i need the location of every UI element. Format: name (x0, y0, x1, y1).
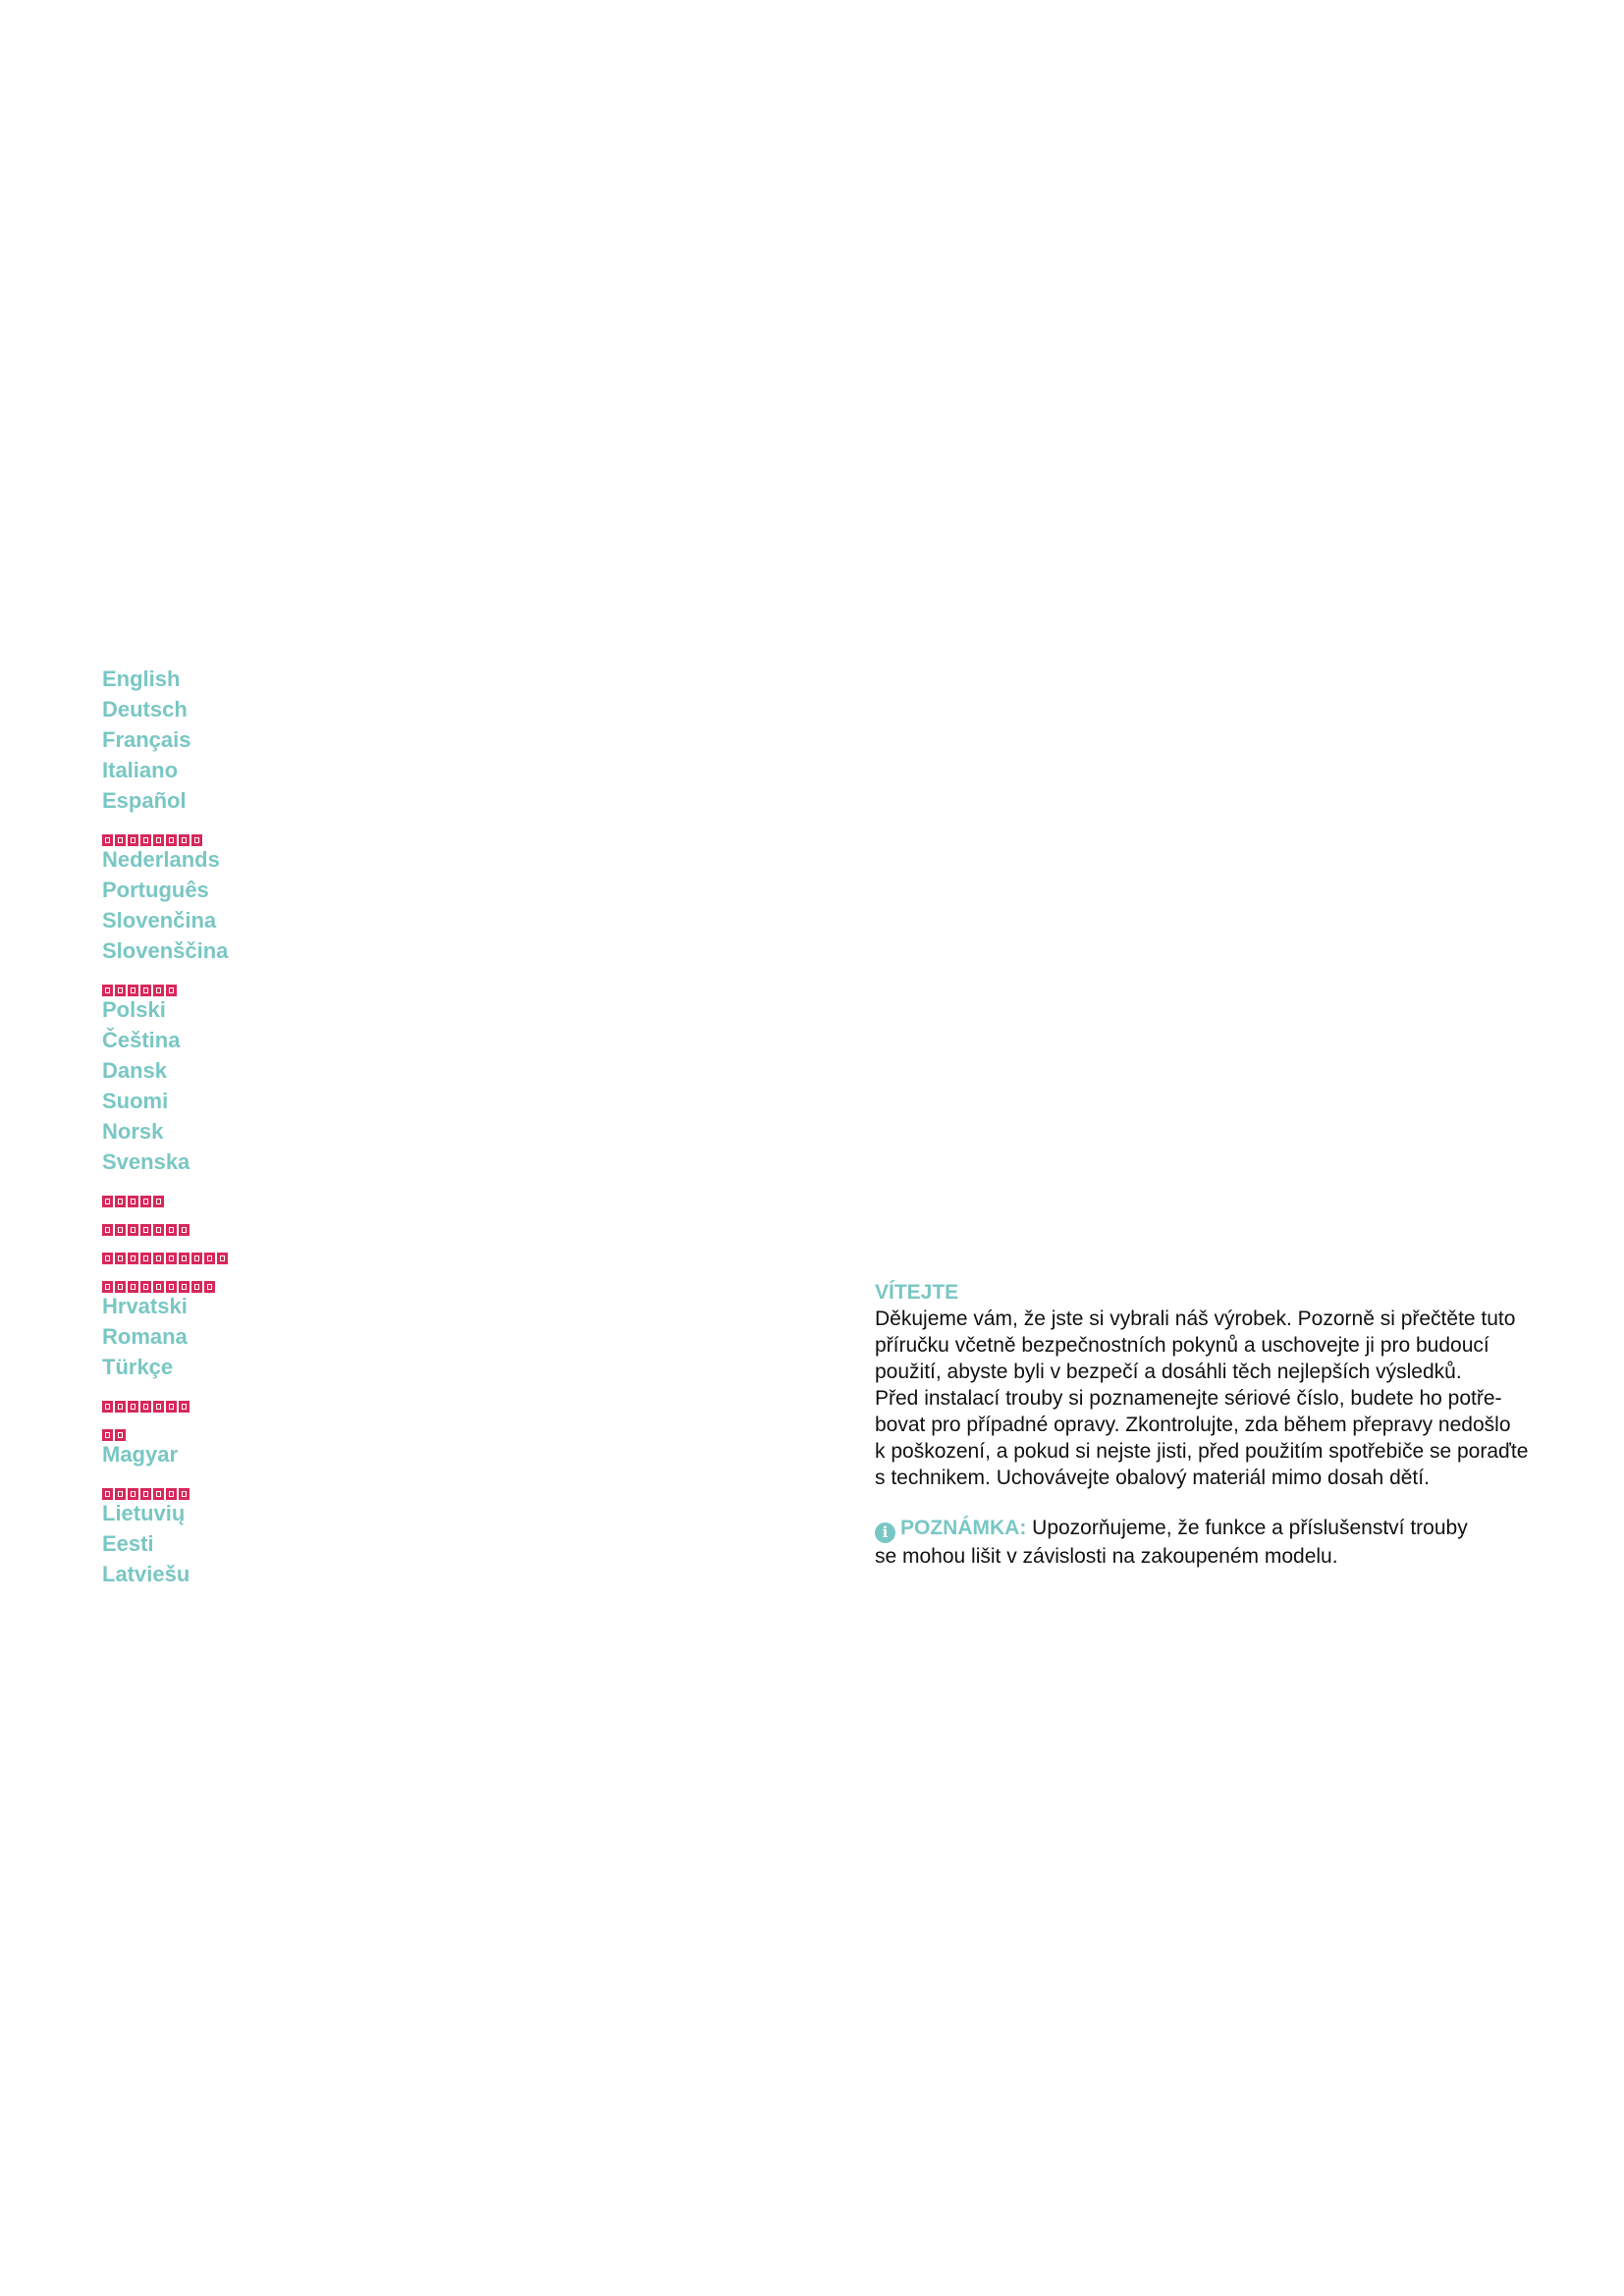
note-line-1 (875, 1515, 1543, 1543)
missing-glyph-box (115, 1488, 126, 1500)
info-icon: i (875, 1522, 895, 1543)
missing-glyph-box (140, 985, 151, 996)
language-link-slovenčina[interactable]: Slovenčina (102, 908, 217, 933)
missing-glyph-box (115, 1281, 126, 1293)
missing-glyph-box (153, 834, 164, 846)
language-link-deutsch[interactable]: Deutsch (102, 697, 188, 721)
missing-glyph-box (179, 1253, 189, 1264)
language-link-türkçe[interactable]: Türkçe (102, 1355, 174, 1379)
language-link-unrendered[interactable] (102, 1469, 230, 1498)
welcome-body (875, 1306, 1543, 1491)
missing-glyph-box (102, 834, 113, 846)
missing-glyph-box (128, 1196, 138, 1207)
language-link-unrendered[interactable] (102, 1262, 230, 1291)
missing-glyph-box (166, 1488, 177, 1500)
missing-glyph-box (115, 1253, 126, 1264)
missing-glyph-icon (102, 1185, 166, 1201)
missing-glyph-box (102, 1281, 113, 1293)
missing-glyph-box (140, 1196, 151, 1207)
language-link-dansk[interactable]: Dansk (102, 1058, 168, 1083)
language-link-unrendered[interactable] (102, 1382, 230, 1411)
missing-glyph-box (140, 1281, 151, 1293)
missing-glyph-box (140, 1401, 151, 1413)
missing-glyph-box (179, 1281, 189, 1293)
language-link-unrendered[interactable] (102, 1205, 230, 1234)
missing-glyph-box (166, 1281, 177, 1293)
language-link-unrendered[interactable] (102, 1411, 230, 1439)
note-line-2: se mohou lišit v závislosti na zakoupeném modelu. (875, 1545, 1338, 1568)
language-link-norsk[interactable]: Norsk (102, 1119, 164, 1144)
missing-glyph-icon (102, 1390, 191, 1406)
language-link-svenska[interactable]: Svenska (102, 1149, 190, 1174)
missing-glyph-box (166, 985, 177, 996)
missing-glyph-box (128, 834, 138, 846)
missing-glyph-box (102, 1401, 113, 1413)
welcome-body-line: bovat pro případné opravy. Zkontrolujte, zda během přepravy nedošlo (875, 1414, 1511, 1436)
missing-glyph-box (140, 834, 151, 846)
missing-glyph-box (204, 1253, 215, 1264)
missing-glyph-box (115, 1401, 126, 1413)
missing-glyph-box (102, 1196, 113, 1207)
welcome-title: VÍTEJTE (875, 1281, 959, 1304)
missing-glyph-box (140, 1253, 151, 1264)
welcome-section (875, 1280, 1543, 1570)
missing-glyph-box (128, 1281, 138, 1293)
missing-glyph-icon (102, 824, 204, 839)
missing-glyph-box (102, 1429, 113, 1441)
missing-glyph-box (191, 1253, 202, 1264)
missing-glyph-box (128, 985, 138, 996)
language-link-español[interactable]: Español (102, 788, 187, 813)
language-link-unrendered[interactable] (102, 1234, 230, 1262)
missing-glyph-box (153, 1281, 164, 1293)
missing-glyph-icon (102, 1242, 230, 1257)
language-link-lietuvių[interactable]: Lietuvių (102, 1501, 186, 1525)
welcome-body-line: použití, abyste byli v bezpečí a dosáhli těch nejlepších výsledků. (875, 1361, 1462, 1383)
missing-glyph-icon (102, 1213, 191, 1229)
language-link-english[interactable]: English (102, 667, 181, 691)
missing-glyph-box (153, 1401, 164, 1413)
language-link-unrendered[interactable] (102, 816, 230, 844)
missing-glyph-box (102, 985, 113, 996)
note-text-1: Upozorňujeme, že funkce a příslušenství trouby (1026, 1517, 1468, 1539)
missing-glyph-box (153, 1253, 164, 1264)
language-link-latviešu[interactable]: Latviešu (102, 1562, 190, 1586)
missing-glyph-box (166, 1253, 177, 1264)
missing-glyph-box (115, 834, 126, 846)
missing-glyph-box (140, 1488, 151, 1500)
missing-glyph-box (191, 1281, 202, 1293)
language-list (102, 664, 230, 1589)
missing-glyph-box (166, 1401, 177, 1413)
missing-glyph-box (140, 1224, 151, 1236)
language-link-suomi[interactable]: Suomi (102, 1089, 169, 1113)
missing-glyph-box (153, 1488, 164, 1500)
missing-glyph-box (115, 1429, 126, 1441)
language-link-português[interactable]: Português (102, 878, 209, 902)
missing-glyph-box (204, 1281, 215, 1293)
missing-glyph-icon (102, 1477, 191, 1493)
missing-glyph-box (179, 1401, 189, 1413)
missing-glyph-box (153, 1196, 164, 1207)
missing-glyph-box (102, 1253, 113, 1264)
welcome-body-line: Před instalací trouby si poznamenejte sériové číslo, budete ho potře- (875, 1387, 1502, 1410)
missing-glyph-box (115, 985, 126, 996)
missing-glyph-box (179, 1224, 189, 1236)
language-link-polski[interactable]: Polski (102, 997, 166, 1022)
note-label: POZNÁMKA: (900, 1517, 1027, 1539)
language-link-eesti[interactable]: Eesti (102, 1531, 154, 1556)
language-link-slovenščina[interactable]: Slovenščina (102, 938, 229, 963)
welcome-body-line: k poškození, a pokud si nejste jisti, před použitím spotřebiče se poraďte (875, 1440, 1529, 1463)
missing-glyph-box (217, 1253, 228, 1264)
missing-glyph-box (166, 1224, 177, 1236)
missing-glyph-icon (102, 1270, 217, 1286)
language-link-magyar[interactable]: Magyar (102, 1442, 179, 1467)
welcome-body-line: Děkujeme vám, že jste si vybrali náš výrobek. Pozorně si přečtěte tuto (875, 1308, 1516, 1330)
missing-glyph-box (153, 985, 164, 996)
language-link-français[interactable]: Français (102, 727, 191, 752)
welcome-body-line: příručku včetně bezpečnostních pokynů a uschovejte ji pro budoucí (875, 1334, 1489, 1357)
missing-glyph-box (115, 1224, 126, 1236)
missing-glyph-icon (102, 974, 179, 989)
language-link-unrendered[interactable] (102, 1177, 230, 1205)
language-link-romana[interactable]: Romana (102, 1324, 188, 1349)
language-link-čeština[interactable]: Čeština (102, 1028, 181, 1052)
missing-glyph-box (153, 1224, 164, 1236)
missing-glyph-box (102, 1488, 113, 1500)
language-link-hrvatski[interactable]: Hrvatski (102, 1294, 188, 1318)
missing-glyph-box (191, 834, 202, 846)
missing-glyph-icon (102, 1418, 128, 1434)
language-link-unrendered[interactable] (102, 966, 230, 994)
missing-glyph-box (128, 1488, 138, 1500)
missing-glyph-box (128, 1253, 138, 1264)
missing-glyph-box (102, 1224, 113, 1236)
missing-glyph-box (115, 1196, 126, 1207)
missing-glyph-box (166, 834, 177, 846)
language-link-nederlands[interactable]: Nederlands (102, 847, 220, 872)
missing-glyph-box (128, 1224, 138, 1236)
missing-glyph-box (179, 834, 189, 846)
missing-glyph-box (128, 1401, 138, 1413)
language-link-italiano[interactable]: Italiano (102, 758, 179, 782)
missing-glyph-box (179, 1488, 189, 1500)
welcome-body-line: s technikem. Uchovávejte obalový materiál mimo dosah dětí. (875, 1467, 1430, 1489)
note-block (875, 1515, 1543, 1570)
